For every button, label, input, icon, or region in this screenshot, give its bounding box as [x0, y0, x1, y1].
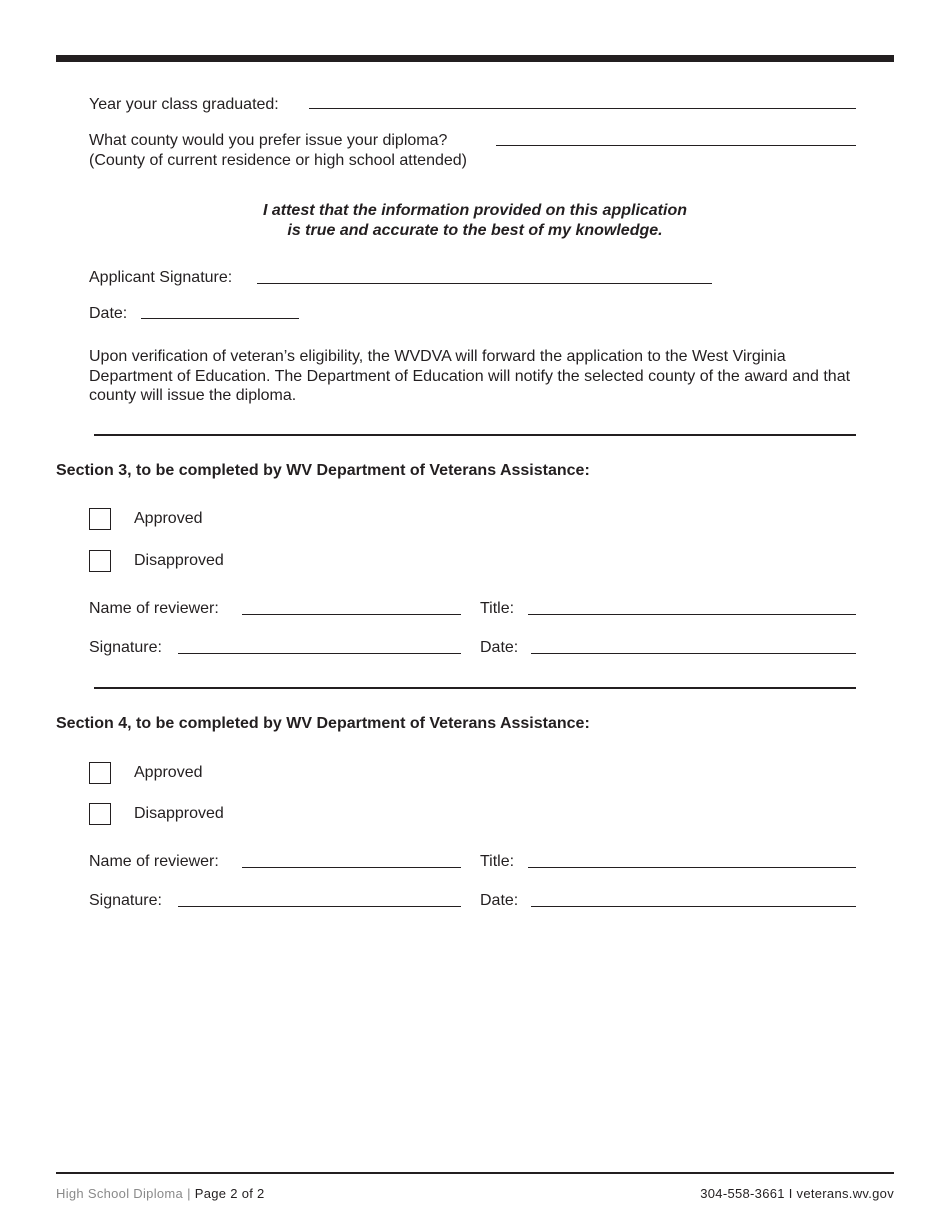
applicant-date-label: Date: — [89, 305, 128, 322]
section-3-reviewer-field[interactable] — [242, 614, 461, 615]
section-4-date-label: Date: — [480, 892, 519, 909]
attestation-line-2: is true and accurate to the best of my knowledge. — [287, 222, 663, 239]
county-label: What county would you prefer issue your diploma? — [89, 132, 448, 149]
section-4-approved-label: Approved — [134, 764, 203, 781]
applicant-signature-field[interactable] — [257, 283, 712, 284]
section-4-title-label: Title: — [480, 853, 515, 870]
attestation-line-1: I attest that the information provided on this application — [262, 202, 687, 219]
year-graduated-label: Year your class graduated: — [89, 96, 279, 113]
footer-page-number: Page 2 of 2 — [194, 1186, 265, 1201]
county-note: (County of current residence or high school attended) — [89, 152, 467, 169]
footer-separator: | — [187, 1186, 191, 1201]
section-3-disapproved-checkbox[interactable] — [89, 550, 111, 572]
section-4-title-field[interactable] — [528, 867, 856, 868]
section-3-divider — [94, 434, 856, 436]
section-3-title: Section 3, to be completed by WV Department of Veterans Assistance: — [56, 462, 590, 479]
section-3-date-field[interactable] — [531, 653, 856, 654]
footer-left — [56, 1186, 265, 1201]
footer-rule — [56, 1172, 894, 1174]
footer-contact: 304-558-3661 I veterans.wv.gov — [700, 1186, 894, 1201]
section-4-signature-field[interactable] — [178, 906, 461, 907]
section-4-divider — [94, 687, 856, 689]
section-3-signature-field[interactable] — [178, 653, 461, 654]
section-3-signature-label: Signature: — [89, 639, 162, 656]
section-3-approved-checkbox[interactable] — [89, 508, 111, 530]
section-3-reviewer-label: Name of reviewer: — [89, 600, 219, 617]
header-rule — [56, 55, 894, 62]
verification-paragraph: Upon verification of veteran’s eligibility, the WVDVA will forward the application to the West Virginia Department of Education. The Department of Education will notify the selected county of the award and that county will issue the diploma. — [89, 348, 851, 404]
section-4-disapproved-checkbox[interactable] — [89, 803, 111, 825]
section-3-date-label: Date: — [480, 639, 519, 656]
section-4-signature-label: Signature: — [89, 892, 162, 909]
county-field[interactable] — [496, 145, 856, 146]
section-3-title-label: Title: — [480, 600, 515, 617]
section-4-date-field[interactable] — [531, 906, 856, 907]
section-3-approved-label: Approved — [134, 510, 203, 527]
section-4-approved-checkbox[interactable] — [89, 762, 111, 784]
applicant-date-field[interactable] — [141, 318, 299, 319]
section-3-title-field[interactable] — [528, 614, 856, 615]
year-graduated-field[interactable] — [309, 108, 856, 109]
section-4-disapproved-label: Disapproved — [134, 805, 224, 822]
section-3-disapproved-label: Disapproved — [134, 552, 224, 569]
section-4-reviewer-label: Name of reviewer: — [89, 853, 219, 870]
footer-doc-name: High School Diploma — [56, 1186, 184, 1201]
section-4-reviewer-field[interactable] — [242, 867, 461, 868]
applicant-signature-label: Applicant Signature: — [89, 269, 233, 286]
section-4-title: Section 4, to be completed by WV Department of Veterans Assistance: — [56, 715, 590, 732]
